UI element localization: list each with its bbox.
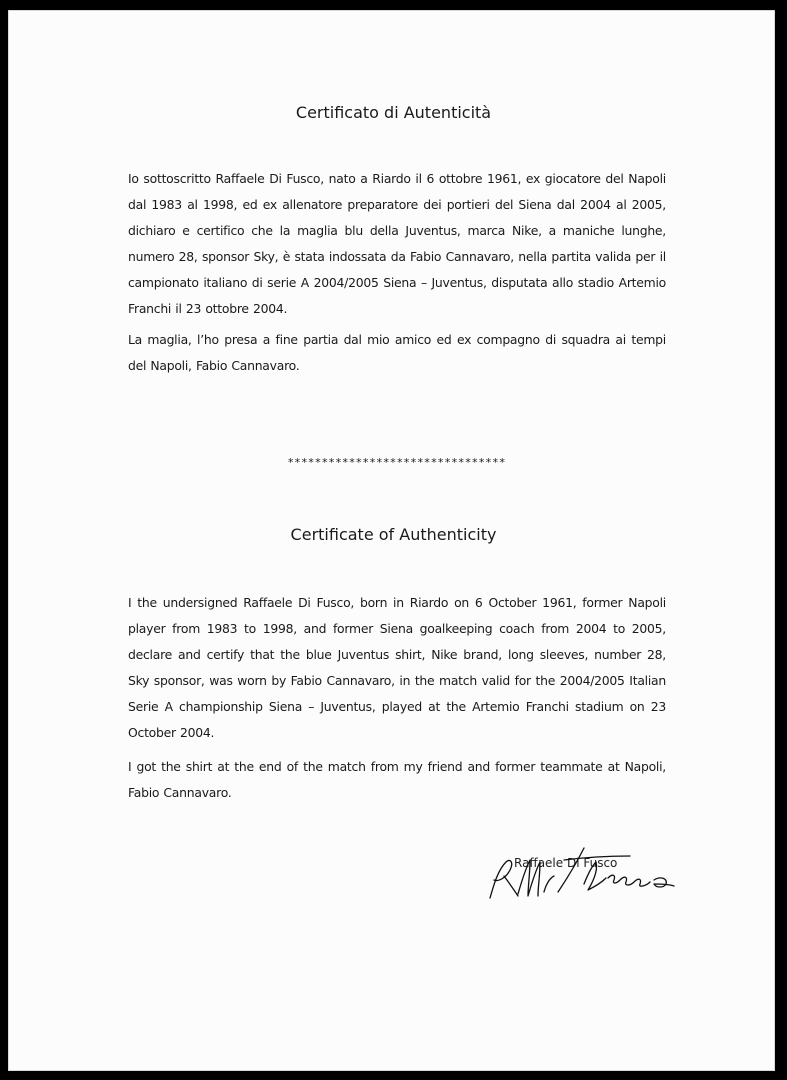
english-title: Certificate of Authenticity <box>290 525 497 544</box>
italian-paragraph-1: Io sottoscritto Raffaele Di Fusco, nato a Riardo il 6 ottobre 1961, ex giocatore del Napoli dal 1983 al 1998, ed ex allenatore preparatore dei portieri del Siena dal 2004 al 2005, dichiaro e certifico che la maglia blu della Juventus, marca Nike, a maniche lunghe, numero 28, sponsor Sky, è stata indossata da Fabio Cannavaro, nella partita valida per il campionato italiano di serie A 2004/2005 Siena – Juventus, disputata allo stadio Artemio Franchi il 23 ottobre 2004. <box>128 171 666 316</box>
italian-title: Certificato di Autenticità <box>295 103 492 122</box>
section-separator: ******************************** <box>287 456 506 469</box>
english-paragraph-1: I the undersigned Raffaele Di Fusco, born in Riardo on 6 October 1961, former Napoli player from 1983 to 1998, and former Siena goalkeeping coach from 2004 to 2005, declare and certify that the blue Juventus shirt, Nike brand, long sleeves, number 28, Sky sponsor, was worn by Fabio Cannavaro, in the match valid for the 2004/2005 Italian Serie A championship Siena – Juventus, played at the Artemio Franchi stadium on 23 October 2004. <box>128 595 666 740</box>
handwritten-signature-icon <box>484 840 684 902</box>
english-paragraph-2: I got the shirt at the end of the match from my friend and former teammate at Napoli, Fabio Cannavaro. <box>128 759 666 800</box>
signature-block <box>484 840 684 902</box>
signature-printed-name: Raffaele Di Fusco <box>514 856 618 870</box>
italian-paragraph-2: La maglia, l’ho presa a fine partia dal mio amico ed ex compagno di squadra ai tempi del Napoli, Fabio Cannavaro. <box>128 332 666 373</box>
